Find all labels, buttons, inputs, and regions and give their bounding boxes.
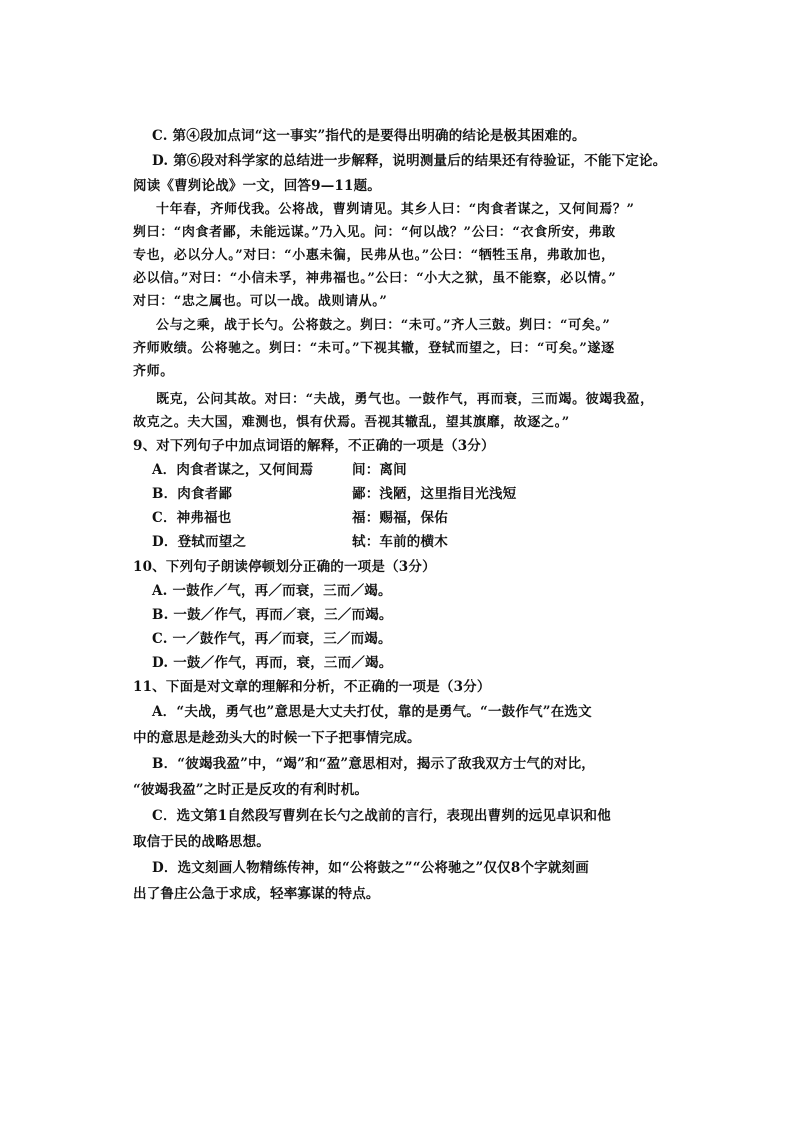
option-gloss: 轼：车前的横木 <box>352 534 448 550</box>
passage-line: 专也，必以分人。”对曰：“小惠未徧，民弗从也。”公曰：“牺牲玉帛，弗敢加也， <box>133 248 615 263</box>
option-row <box>152 507 572 529</box>
option-d-line: D. 第⑥段对科学家的总结进一步解释，说明测量后的结果还有待验证，不能下定论。 <box>152 153 667 169</box>
option-gloss: 间：离间 <box>352 462 407 478</box>
option-text: D．登轼而望之 <box>152 534 247 550</box>
passage-line: 齐师败绩。公将驰之。刿曰：“未可。”下视其辙，登轼而望之，曰：“可矣。”遂逐 <box>133 341 615 356</box>
passage-line: 刿曰：“肉食者鄙，未能远谋。”乃入见。问：“何以战？”公曰：“衣食所安，弗敢 <box>133 225 616 240</box>
passage-line: 故克之。夫大国，难测也，惧有伏焉。吾视其辙乱，望其旗靡，故逐之。” <box>133 415 570 430</box>
option-row <box>152 483 572 505</box>
option-row: C. 一／鼓作气，再／而衰，三／而竭。 <box>152 631 392 647</box>
reading-instruction: 阅读《曹刿论战》一文，回答9—11题。 <box>133 178 381 194</box>
passage-line: 齐师。 <box>133 364 174 379</box>
option-gloss: 福：赐福，保佑 <box>352 510 448 526</box>
option-line: D．选文刻画人物精练传神，如“公将鼓之”“公将驰之”仅仅8个字就刻画 <box>152 860 589 876</box>
question-stem: 9、对下列句子中加点词语的解释，不正确的一项是（3分） <box>133 438 495 454</box>
option-line: 中的意思是趁劲头大的时候一下子把事情完成。 <box>133 730 421 746</box>
option-row <box>152 459 572 481</box>
option-line: C．选文第1自然段写曹刿在长勺之战前的言行，表现出曹刿的远见卓识和他 <box>152 808 611 824</box>
question-stem: 11、下面是对文章的理解和分析，不正确的一项是（3分） <box>133 679 491 695</box>
passage-line: 对曰：“忠之属也。可以一战。战则请从。” <box>133 294 388 309</box>
option-line: 取信于民的战略思想。 <box>133 834 270 850</box>
option-row <box>152 531 572 553</box>
option-row: B. 一鼓／作气，再而／衰，三／而竭。 <box>152 607 393 623</box>
option-row: A. 一鼓作／气，再／而衰，三而／竭。 <box>152 583 392 599</box>
question-stem: 10、下列句子朗读停顿划分正确的一项是（3分） <box>133 559 436 575</box>
option-line: 出了鲁庄公急于求成，轻率寡谋的特点。 <box>133 886 380 902</box>
passage-line: 既克，公问其故。对曰：“夫战，勇气也。一鼓作气，再而衰，三而竭。彼竭我盈， <box>156 392 654 407</box>
option-line: A．“夫战，勇气也”意思是大丈夫打仗，靠的是勇气。“一鼓作气”在选文 <box>152 704 592 720</box>
option-text: B．肉食者鄙 <box>152 486 233 502</box>
option-text: A．肉食者谋之，又何间焉 <box>152 462 314 478</box>
option-text: C．神弗福也 <box>152 510 232 526</box>
option-row: D. 一鼓／作气，再而，衰，三而／竭。 <box>152 655 393 671</box>
option-line: “彼竭我盈”之时正是反攻的有利时机。 <box>133 782 369 798</box>
option-c-line: C. 第④段加点词“这一事实”指代的是要得出明确的结论是极其困难的。 <box>152 128 586 144</box>
option-gloss: 鄙：浅陋，这里指目光浅短 <box>352 486 517 502</box>
option-line: B．“彼竭我盈”中，“竭”和“盈”意思相对，揭示了敌我双方士气的对比， <box>152 756 596 772</box>
passage-line: 必以信。”对曰：“小信未孚，神弗福也。”公曰：“小大之狱，虽不能察，必以情。” <box>133 271 617 286</box>
passage-line: 公与之乘，战于长勺。公将鼓之。刿曰：“未可。”齐人三鼓。刿曰：“可矣。” <box>156 318 611 333</box>
passage-line: 十年春，齐师伐我。公将战，曹刿请见。其乡人曰：“肉食者谋之，又何间焉？” <box>156 202 635 217</box>
